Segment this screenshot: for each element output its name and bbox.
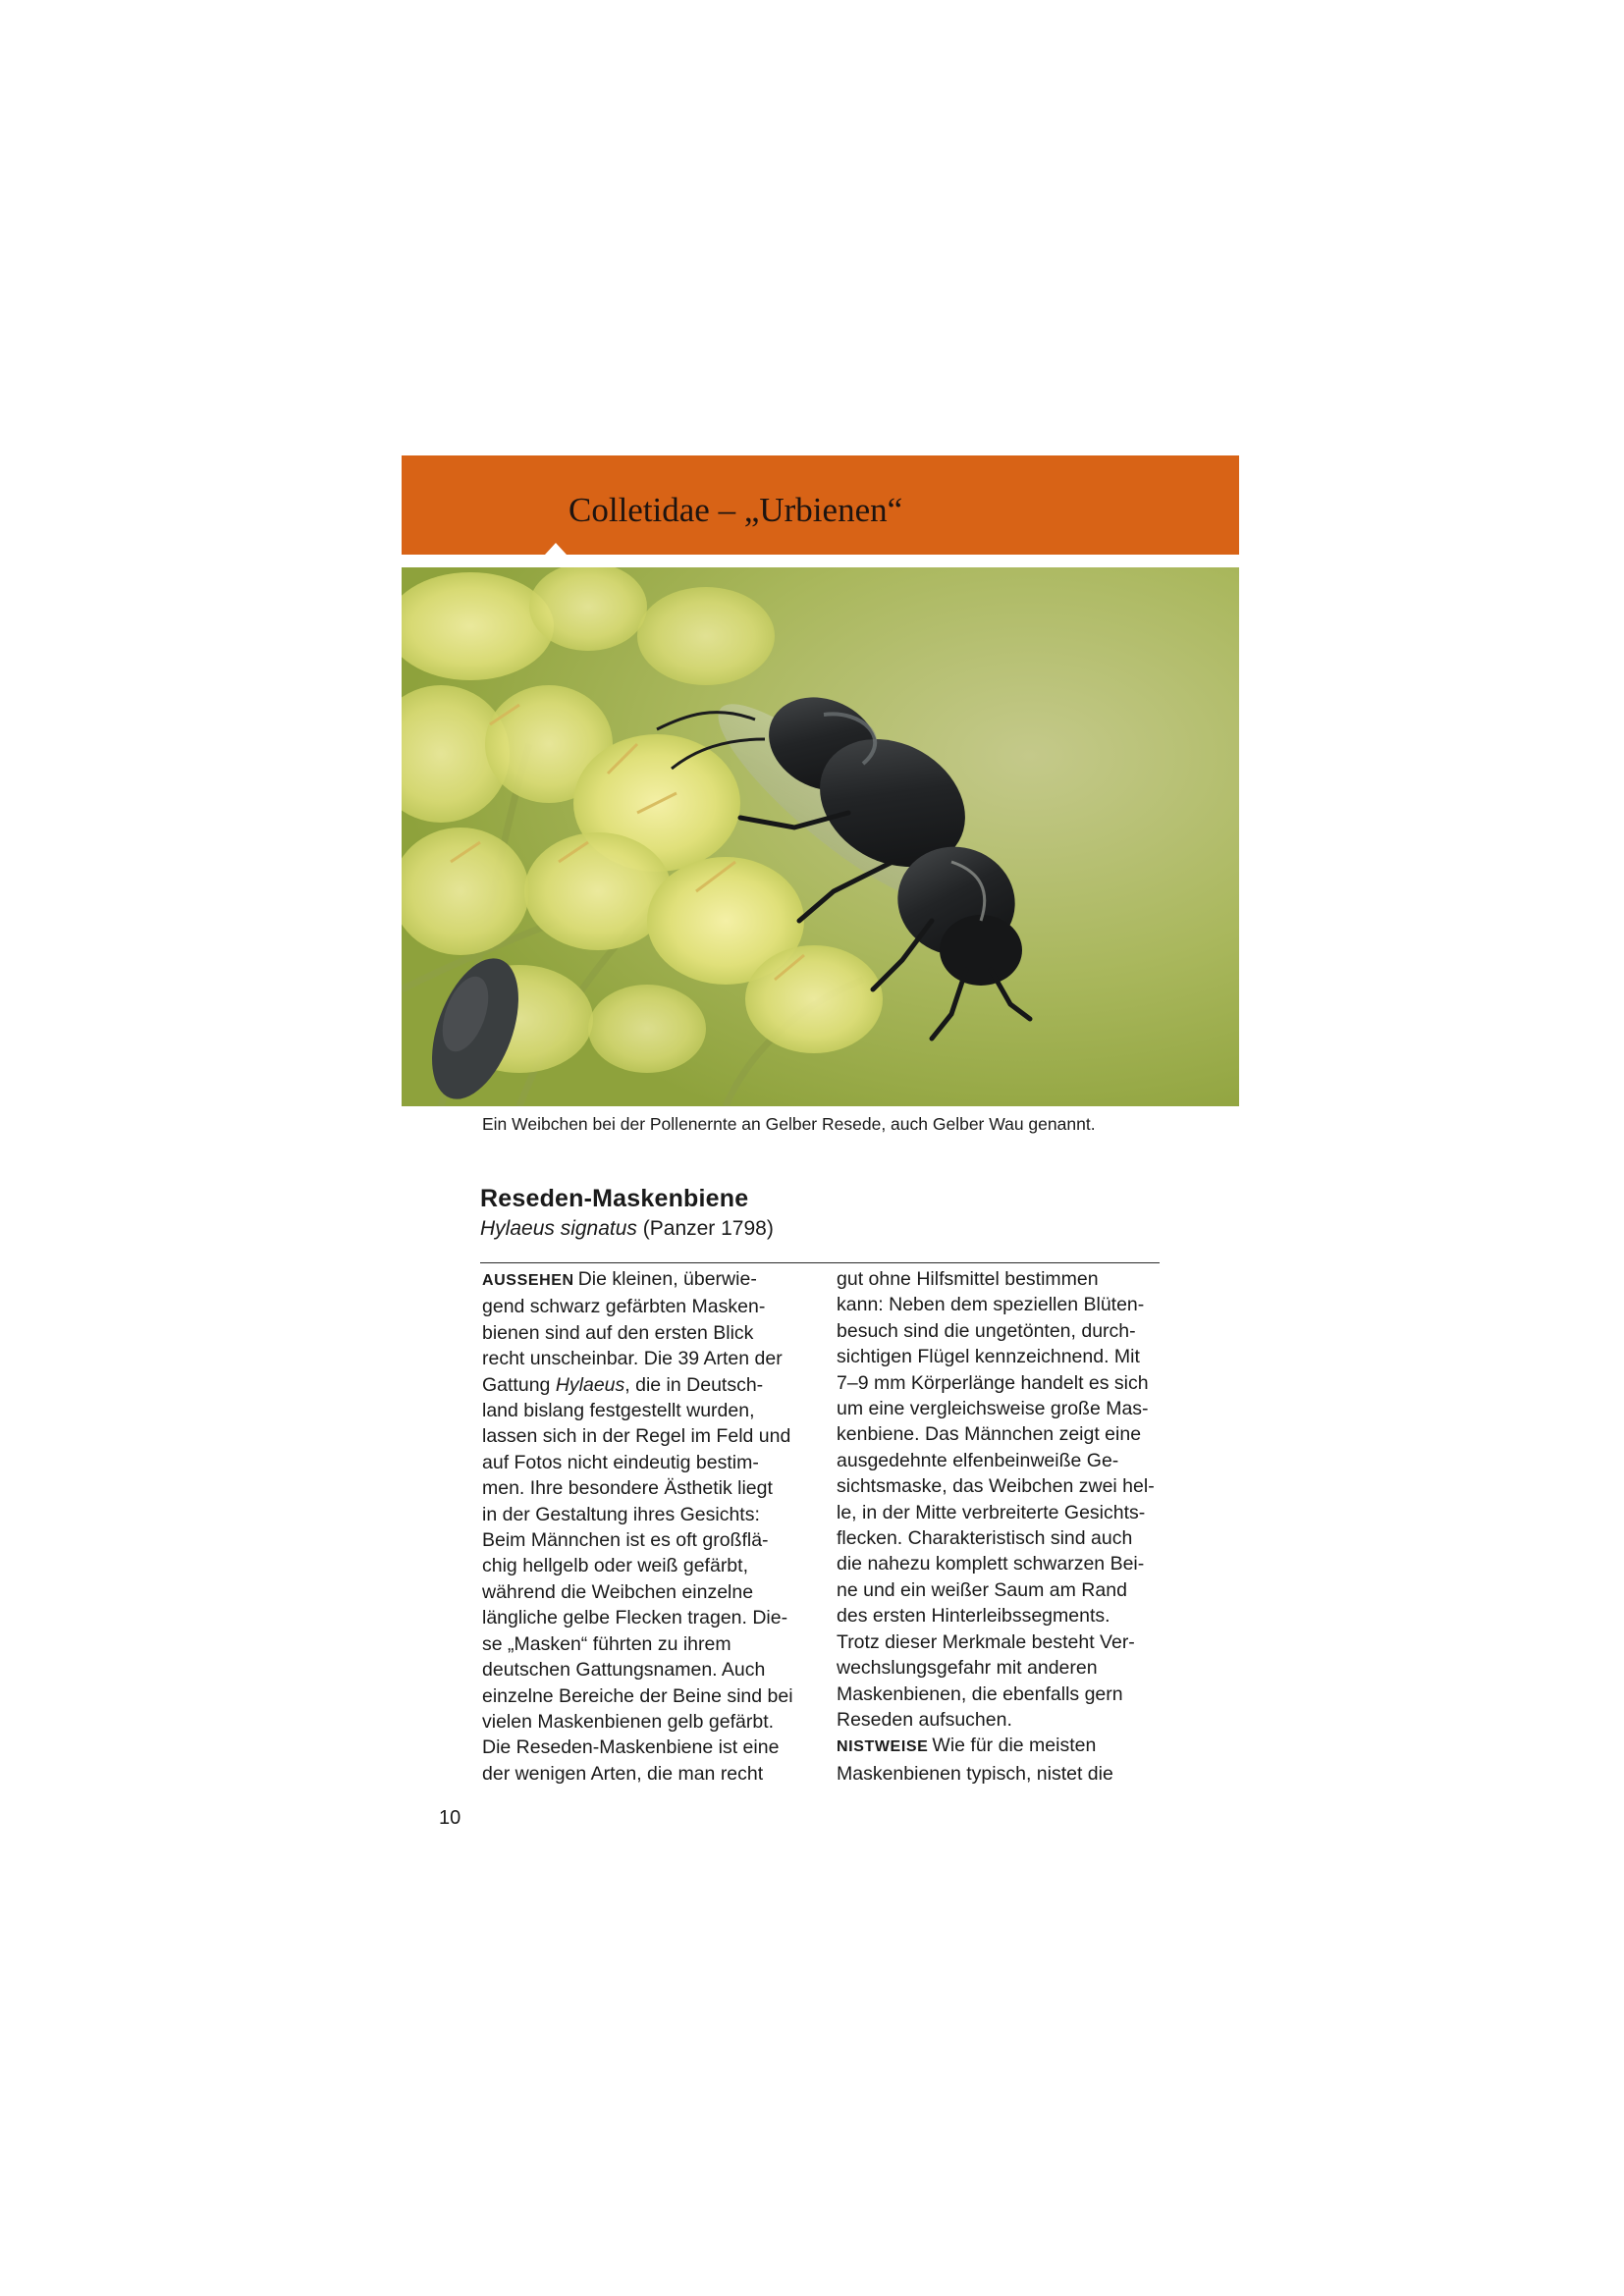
text-line: Maskenbienen typisch, nistet die (837, 1762, 1113, 1785)
text-line: besuch sind die ungetönten, durch- (837, 1319, 1136, 1342)
text-line: bienen sind auf den ersten Blick (482, 1321, 754, 1344)
text-line: ausgedehnte elfenbeinweiße Ge- (837, 1449, 1119, 1471)
text-line: die nahezu komplett schwarzen Bei- (837, 1553, 1145, 1575)
text-line: kann: Neben dem speziellen Blüten- (837, 1294, 1145, 1316)
text-line: le, in der Mitte verbreiterte Gesichts- (837, 1501, 1146, 1523)
species-scientific-name (480, 1217, 774, 1241)
text-line: in der Gestaltung ihres Gesichts: (482, 1503, 760, 1525)
text-line: kenbiene. Das Männchen zeigt eine (837, 1423, 1142, 1446)
section-title: Colletidae – „Urbienen“ (568, 491, 903, 529)
text-line: lassen sich in der Regel im Feld und (482, 1425, 791, 1448)
text-line: sichtsmaske, das Weibchen zwei hel- (837, 1475, 1155, 1498)
text-line: deutschen Gattungsnamen. Auch (482, 1659, 766, 1682)
text-line: AUSSEHEN Die kleinen, überwie- (482, 1268, 757, 1290)
text-line: Gattung Hylaeus, die in Deutsch- (482, 1373, 764, 1396)
text-line: Reseden aufsuchen. (837, 1708, 1012, 1731)
text-line: land bislang festgestellt wurden, (482, 1400, 755, 1422)
text-line: sichtigen Flügel kennzeichnend. Mit (837, 1346, 1140, 1368)
text-line: Beim Männchen ist es oft großflä- (482, 1529, 769, 1552)
header-notch-marker (545, 543, 567, 555)
genus-name: Hylaeus (555, 1373, 625, 1396)
text-line: einzelne Bereiche der Beine sind bei (482, 1684, 793, 1707)
text-line: wechslungsgefahr mit anderen (837, 1657, 1098, 1680)
text-line: des ersten Hinterleibssegments. (837, 1605, 1110, 1628)
text-line: se „Masken“ führten zu ihrem (482, 1632, 731, 1655)
keyword-nistweise: NISTWEISE (837, 1738, 929, 1756)
text-line: gut ohne Hilfsmittel bestimmen (837, 1268, 1099, 1290)
text-line: flecken. Charakteristisch sind auch (837, 1527, 1133, 1550)
text-column-left (482, 1266, 809, 1787)
text-line: NISTWEISE Wie für die meisten (837, 1735, 1097, 1757)
page-number: 10 (439, 1807, 461, 1829)
keyword-aussehen: AUSSEHEN (482, 1272, 574, 1289)
text-line: ne und ein weißer Saum am Rand (837, 1578, 1127, 1601)
bee-photo (402, 567, 1239, 1106)
section-divider (480, 1262, 1160, 1263)
text-column-right (837, 1266, 1161, 1787)
species-common-name: Reseden-Maskenbiene (480, 1185, 749, 1212)
text-line: auf Fotos nicht eindeutig bestim- (482, 1451, 759, 1473)
species-latin-name: Hylaeus signatus (480, 1217, 637, 1240)
text-line: der wenigen Arten, die man recht (482, 1762, 764, 1785)
text-line: men. Ihre besondere Ästhetik liegt (482, 1477, 773, 1500)
section-header-bar (402, 455, 1239, 555)
text-line: gend schwarz gefärbten Masken- (482, 1296, 766, 1318)
text-line: 7–9 mm Körperlänge handelt es sich (837, 1371, 1149, 1394)
text-line: um eine vergleichsweise große Mas- (837, 1398, 1149, 1420)
text-line: Maskenbienen, die ebenfalls gern (837, 1682, 1123, 1705)
text-line: vielen Maskenbienen gelb gefärbt. (482, 1710, 775, 1733)
text-line: längliche gelbe Flecken tragen. Die- (482, 1607, 788, 1629)
text-line: Trotz dieser Merkmale besteht Ver- (837, 1630, 1135, 1653)
species-author: (Panzer 1798) (642, 1217, 774, 1240)
text-line: chig hellgelb oder weiß gefärbt, (482, 1555, 748, 1577)
text-line: recht unscheinbar. Die 39 Arten der (482, 1348, 783, 1370)
text-line: während die Weibchen einzelne (482, 1580, 754, 1603)
photo-caption: Ein Weibchen bei der Pollenernte an Gelber Resede, auch Gelber Wau genannt. (482, 1114, 1096, 1134)
text-line: Die Reseden-Maskenbiene ist eine (482, 1736, 780, 1759)
